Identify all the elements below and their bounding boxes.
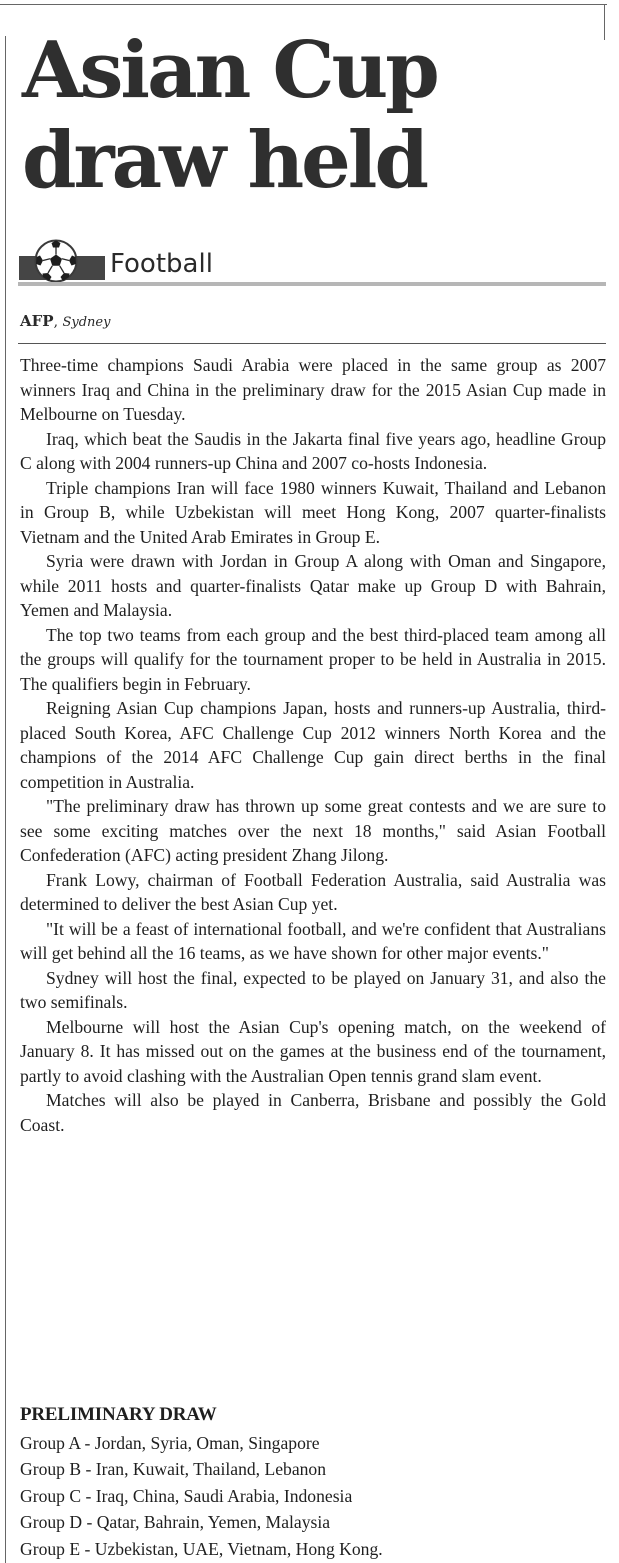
group-line: Group D - Qatar, Bahrain, Yemen, Malaysia: [20, 1512, 331, 1533]
paragraph: The top two teams from each group and the best third-placed team among all the groups will qualify for the tournament proper to be held in Australia in 2015. The qualifiers begin in February.: [20, 624, 606, 694]
byline-rule: [18, 343, 606, 344]
section-rule: [18, 282, 606, 286]
paragraph: "It will be a feast of international football, and we're confident that Australians will get behind all the 16 teams, as we have shown for other major events.": [20, 918, 606, 963]
paragraph: Triple champions Iran will face 1980 winners Kuwait, Thailand and Lebanon in Group B, while Uzbekistan will meet Hong Kong, 2007 quarter-finalists Vietnam and the United Arab Emirates in Group E.: [20, 477, 606, 547]
byline-place: Sydney: [62, 315, 111, 330]
headline: Asian Cup draw held: [22, 25, 437, 206]
byline-agency: AFP: [20, 312, 54, 330]
column-border-top: [0, 4, 607, 5]
article-body: [20, 353, 606, 1137]
section-label: Football: [110, 249, 213, 279]
paragraph: Sydney will host the final, expected to be played on January 31, and also the two semifinals.: [20, 967, 606, 1012]
soccer-ball-icon: [34, 239, 78, 283]
column-border-left: [5, 36, 6, 1563]
group-line: Group B - Iran, Kuwait, Thailand, Lebanon: [20, 1459, 327, 1480]
byline-separator: ,: [53, 314, 63, 330]
section-bar: [18, 238, 606, 286]
paragraph: Iraq, which beat the Saudis in the Jakarta final five years ago, headline Group C along with 2004 runners-up China and 2007 co-hosts Indonesia.: [20, 428, 606, 473]
paragraph: "The preliminary draw has thrown up some great contests and we are sure to see some exciting matches over the next 18 months," said Asian Football Confederation (AFC) acting president Zhang Jilong.: [20, 796, 606, 865]
group-line: Group A - Jordan, Syria, Oman, Singapore: [20, 1433, 320, 1453]
preliminary-draw-heading: PRELIMINARY DRAW: [20, 1404, 217, 1425]
paragraph: Matches will also be played in Canberra, Brisbane and possibly the Gold Coast.: [20, 1090, 606, 1135]
byline: [20, 312, 110, 330]
paragraph: Melbourne will host the Asian Cup's opening match, on the weekend of January 8. It has missed out on the games at the business end of the tournament, partly to avoid clashing with the Australian Open tennis grand slam event.: [20, 1016, 606, 1086]
column-border-right: [604, 4, 605, 40]
preliminary-draw-list: [20, 1430, 383, 1562]
paragraph: Frank Lowy, chairman of Football Federation Australia, said Australia was determined to deliver the best Asian Cup yet.: [20, 869, 606, 914]
group-line: Group E - Uzbekistan, UAE, Vietnam, Hong Kong.: [20, 1538, 383, 1559]
paragraph: Reigning Asian Cup champions Japan, hosts and runners-up Australia, third-placed South Korea, AFC Challenge Cup 2012 winners North Korea and the champions of the 2014 AFC Challenge Cup gain direct berths in the final competition in Australia.: [20, 698, 606, 792]
group-line: Group C - Iraq, China, Saudi Arabia, Indonesia: [20, 1485, 353, 1506]
paragraph: Syria were drawn with Jordan in Group A along with Oman and Singapore, while 2011 hosts and quarter-finalists Qatar make up Group D with Bahrain, Yemen and Malaysia.: [20, 551, 606, 620]
paragraph: Three-time champions Saudi Arabia were placed in the same group as 2007 winners Iraq and China in the preliminary draw for the 2015 Asian Cup made in Melbourne on Tuesday.: [20, 355, 606, 424]
